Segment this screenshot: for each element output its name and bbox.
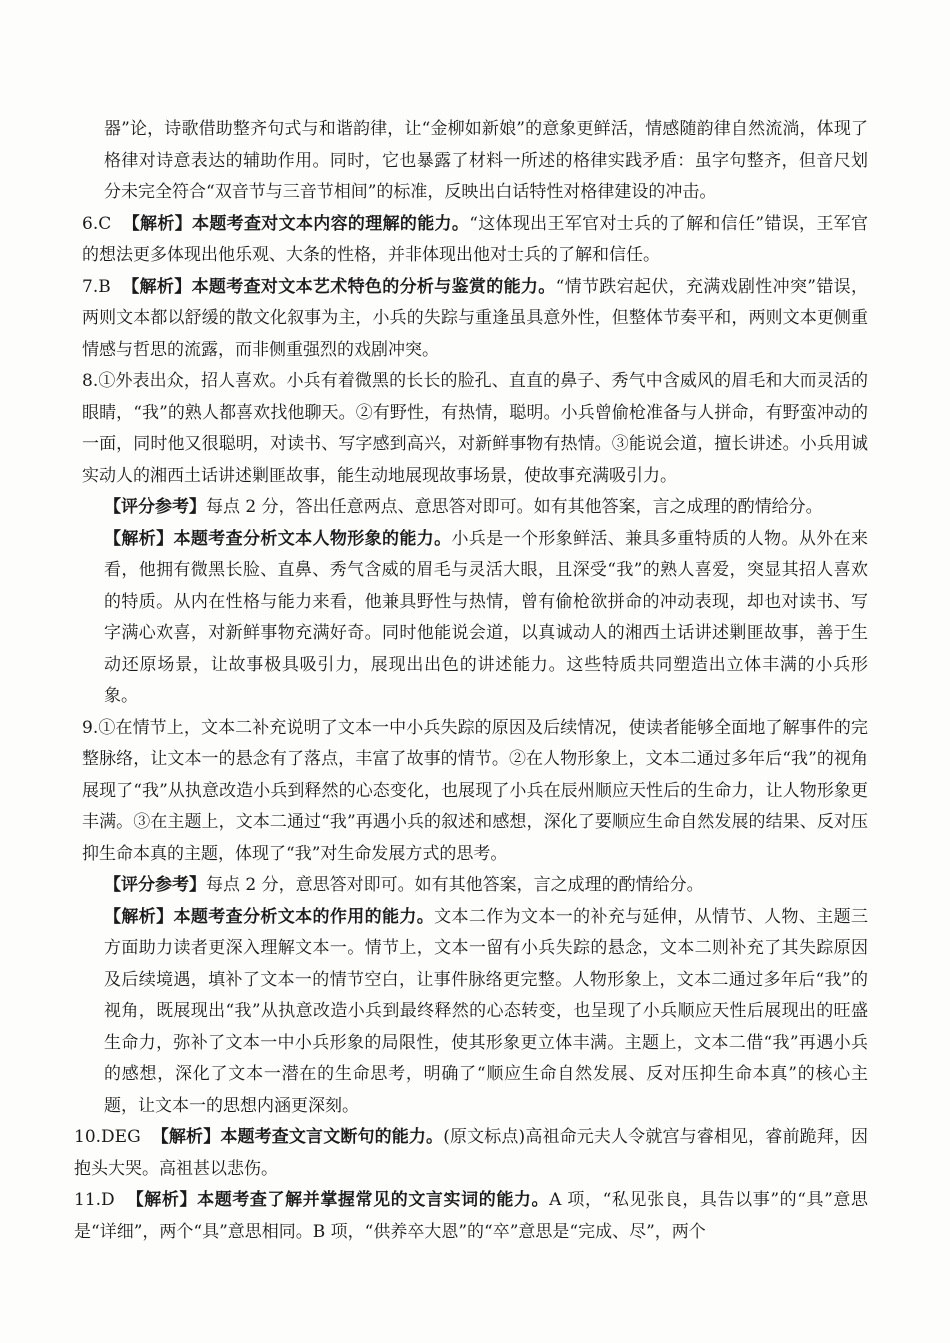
question-10 (74, 1122, 868, 1185)
question-9-analysis-lead: 本题考查分析文本的作用的能力。 (173, 906, 435, 927)
question-8-number: 8. (82, 371, 99, 391)
question-11 (74, 1185, 868, 1248)
question-10-analysis-tag: 【解析】 (151, 1127, 221, 1147)
question-8-analysis-body: 小兵是一个形象鲜活、兼具多重特质的人物。从外在来看，他拥有微黑长脸、直鼻、秀气含威的眉毛与灵活大眼，且深受“我”的熟人喜爱，突显其招人喜欢的特质。从内在性格与能力来看，他兼具野性与热情，曾有偷枪欲拼命的冲动表现，却也对读书、写字满心欢喜，对新鲜事物充满好奇。同时他能说会道，以真诚动人的湘西土话讲述剿匪故事，善于生动还原场景，让故事极具吸引力，展现出出色的讲述能力。这些特质共同塑造出立体丰满的小兵形象。 (104, 528, 869, 706)
question-9-analysis-body: 文本二作为文本一的补充与延伸，从情节、人物、主题三方面助力读者更深入理解文本一。情节上，文本一留有小兵失踪的悬念，文本二则补充了其失踪原因及后续境遇，填补了文本一的情节空白，让事件脉络更完整。人物形象上，文本二通过多年后“我”的视角，既展现出“我”从执意改造小兵到最终释然的心态转变，也呈现了小兵顺应天性后展现出的旺盛生命力，弥补了文本一中小兵形象的局限性，使其形象更立体丰满。主题上，文本二借“我”再遇小兵的感想，深化了文本一潜在的生命思考，明确了“顺应生命自然发展、反对压抑生命本真”的核心主题，让文本一的思想内涵更深刻。 (104, 906, 869, 1116)
question-9-number: 9. (82, 717, 99, 738)
question-10-answer: DEG (101, 1127, 141, 1147)
question-6-analysis-body: “这体现出王军官对士兵的了解和信任”错误，王军官的想法更多体现出他乐观、大条的性格，并非体现出他对士兵的了解和信任。 (82, 213, 869, 265)
question-7-number: 7. (82, 276, 99, 297)
question-8-analysis-lead: 本题考查分析文本人物形象的能力。 (173, 528, 452, 549)
question-8-score-tag: 【评分参考】 (104, 497, 206, 517)
question-9-score-tag: 【评分参考】 (104, 875, 206, 895)
answer-content (74, 114, 869, 1248)
question-8-score-text: 每点 2 分，答出任意两点、意思答对即可。如有其他答案，言之成理的酌情给分。 (206, 497, 823, 517)
question-11-number: 11. (74, 1190, 102, 1210)
question-8-analysis-tag: 【解析】 (104, 528, 174, 549)
question-7-analysis-tag: 【解析】 (122, 276, 192, 297)
question-9-analysis-tag: 【解析】 (104, 906, 174, 927)
question-6-answer: C (98, 213, 112, 234)
question-11-analysis-tag: 【解析】 (126, 1190, 198, 1210)
question-7-analysis-lead: 本题考查对文本艺术特色的分析与鉴赏的能力。 (191, 276, 556, 297)
question-9-score-reference (104, 870, 868, 902)
question-8-score-reference (104, 492, 868, 524)
question-6-analysis-lead: 本题考查对文本内容的理解的能力。 (192, 213, 470, 234)
question-10-analysis-lead: 本题考查文言文断句的能力。 (220, 1127, 444, 1147)
question-8 (82, 366, 868, 492)
question-11-analysis-lead: 本题考查了解并掌握常见的文言实词的能力。 (197, 1190, 550, 1210)
question-10-number: 10. (74, 1127, 102, 1147)
intro-paragraph: 器”论，诗歌借助整齐句式与和谐韵律，让“金柳如新娘”的意象更鲜活，情感随韵律自然流淌，体现了格律对诗意表达的辅助作用。同时，它也暴露了材料一所述的格律实践矛盾：虽字句整齐，但音尺划分未完全符合“双音节与三音节相间”的标准，反映出白话特性对格律建设的冲击。 (104, 119, 868, 202)
question-9-analysis (104, 902, 868, 1123)
question-11-answer: D (101, 1190, 115, 1210)
question-11-analysis-body: A 项，“私见张良，具告以事”的“具”意思是“详细”，两个“具”意思相同。B 项，“供养卒大恩”的“卒”意思是“完成、尽”，两个 (74, 1190, 869, 1242)
question-7 (82, 272, 868, 367)
question-7-answer: B (98, 276, 111, 297)
question-7-analysis-body: “情节跌宕起伏，充满戏剧性冲突”错误，两则文本都以舒缓的散文化叙事为主，小兵的失踪与重逢虽具意外性，但整体节奏平和，两则文本更侧重情感与哲思的流露，而非侧重强烈的戏剧冲突。 (82, 276, 868, 360)
question-9-score-text: 每点 2 分，意思答对即可。如有其他答案，言之成理的酌情给分。 (206, 875, 704, 895)
question-6 (82, 209, 868, 272)
question-6-number: 6. (82, 213, 99, 234)
question-8-answer: ①外表出众，招人喜欢。小兵有着微黑的长长的脸孔、直直的鼻子、秀气中含威风的眉毛和大而灵活的眼睛，“我”的熟人都喜欢找他聊天。②有野性，有热情，聪明。小兵曾偷枪准备与人拼命，有野蛮冲动的一面，同时他又很聪明，对读书、写字感到高兴，对新鲜事物有热情。③能说会道，擅长讲述。小兵用诚实动人的湘西土话讲述剿匪故事，能生动地展现故事场景，使故事充满吸引力。 (82, 371, 868, 486)
question-8-analysis (104, 524, 868, 713)
question-9 (82, 713, 868, 871)
question-9-answer: ①在情节上，文本二补充说明了文本一中小兵失踪的原因及后续情况，使读者能够全面地了解事件的完整脉络，让文本一的悬念有了落点，丰富了故事的情节。②在人物形象上，文本二通过多年后“我”的视角展现了“我”从执意改造小兵到释然的心态变化，也展现了小兵在辰州顺应天性后的生命力，让人物形象更丰满。③在主题上，文本二通过“我”再遇小兵的叙述和感想，深化了要顺应生命自然发展的结果、反对压抑生命本真的主题，体现了“我”对生命发展方式的思考。 (82, 717, 868, 864)
question-6-analysis-tag: 【解析】 (122, 213, 193, 234)
question-10-analysis-body: (原文标点)高祖命元夫人令就宫与睿相见，睿前跪拜，因抱头大哭。高祖甚以悲伤。 (74, 1127, 869, 1179)
